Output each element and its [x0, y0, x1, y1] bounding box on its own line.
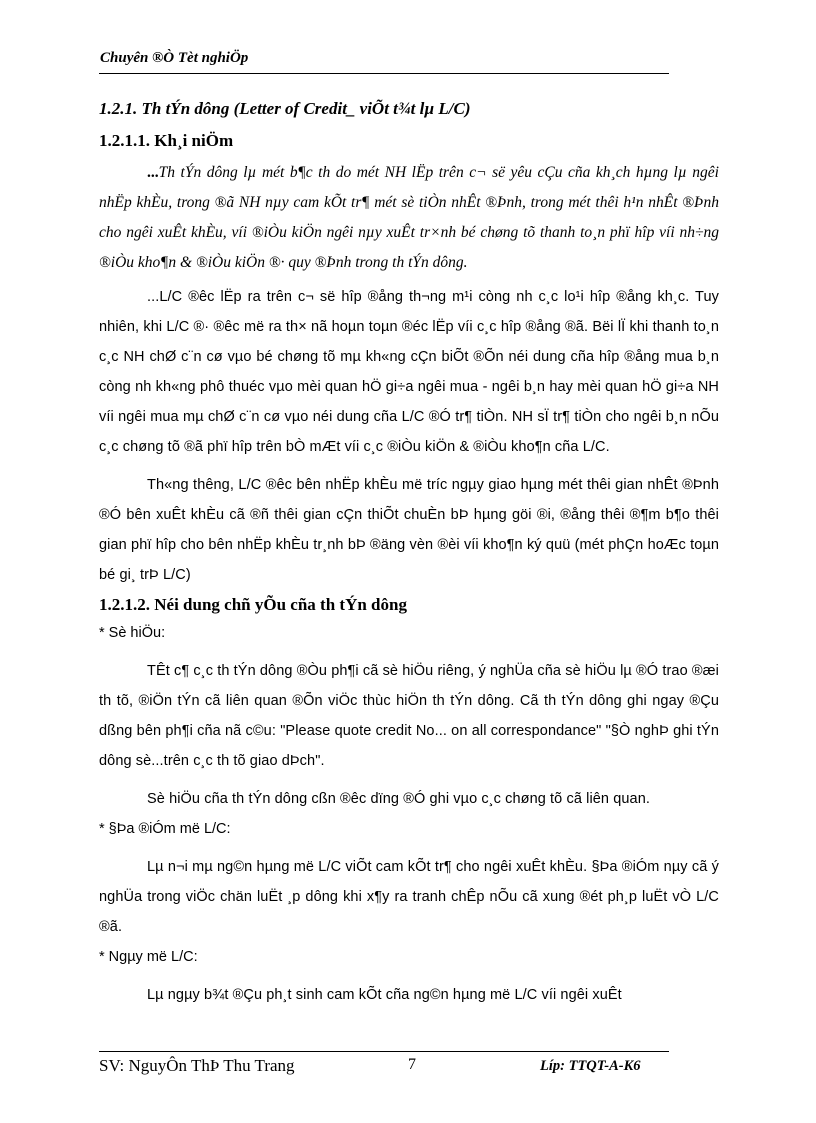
footer-class: Líp: TTQT-A-K6: [540, 1058, 641, 1074]
item-label-number: * Sè hiÖu:: [99, 625, 166, 641]
body-paragraph: Sè hiÖu cña th tÝn dông cßn ®êc dïng ®Ó ghi vµo c¸c chøng tõ cã liên quan.: [147, 791, 651, 807]
page-body: [99, 96, 719, 1010]
subsection-heading-definition: 1.2.1.1. Kh¸i niÖm: [99, 131, 234, 150]
page-number: 7: [408, 1056, 416, 1073]
body-paragraph: TÊt c¶ c¸c th tÝn dông ®Òu ph¶i cã sè hiÖu riêng, ý nghÜa cña sè hiÖu lµ ®Ó trao ®æi th tõ, ®iÖn tÝn cã liên quan ®Õn viÖc thùc hiÖn th tÝn dông. Cã th tÝn dông ghi ngay ®Çu dßng bên ph¶i cña nã c©u: "Please quote credit No... on all correspondance" "§Ò nghÞ ghi tÝn dông sè...trên c¸c th tõ giao dÞch".: [99, 663, 719, 769]
section-heading: 1.2.1. Th tÝn dông (Letter of Credit_ viÕt t¾t lµ L/C): [99, 99, 471, 118]
definition-paragraph: [99, 158, 719, 278]
subsection-heading-content: 1.2.1.2. Néi dung chñ yÕu cña th tÝn dông: [99, 595, 407, 614]
running-header: Chuyên ®Ò Tèt nghiÖp: [100, 50, 249, 66]
footer-student-name: SV: NguyÔn ThÞ Thu Trang: [99, 1056, 295, 1075]
body-paragraph: Lµ n¬i mµ ng©n hµng më L/C viÕt cam kÕt tr¶ cho ngêi xuÊt khÈu. §Þa ®iÓm nµy cã ý nghÜa trong viÖc chän luËt ¸p dông khi x¶y ra tranh chÊp nÕu cã xung ®ét ph¸p luËt vÒ L/C ®ã.: [99, 859, 719, 935]
item-label-date: * Ngµy më L/C:: [99, 949, 198, 965]
body-paragraph: Th«ng thêng, L/C ®êc bên nhËp khÈu më tríc ngµy giao hµng mét thêi gian nhÊt ®Þnh ®Ó bên xuÊt khÈu cã ®ñ thêi gian cÇn thiÕt chuÈn bÞ hµng göi ®i, ®ång thêi ®¶m b¶o thêi gian phï hîp cho bên nhËp khÈu tr¸nh bÞ ®äng vèn ®èi víi kho¶n ký quü (mét phÇn hoÆc toµn bé gi¸ trÞ L/C): [99, 477, 719, 583]
definition-lead: ...: [147, 164, 159, 181]
definition-text: Th tÝn dông lµ mét b¶c th do mét NH lËp trên c¬ së yêu cÇu cña kh¸ch hµng lµ ngêi nhËp khÈu, trong ®ã NH nµy cam kÕt tr¶ mét sè tiÒn nhÊt ®Þnh, trong mét thêi h¹n nhÊt ®Þnh cho ngêi xuÊt khÈu, víi ®iÒu kiÖn ngêi nµy xuÊt tr×nh bé chøng tõ thanh to¸n phï hîp víi nh÷ng ®iÒu kho¶n & ®iÒu kiÖn ®· quy ®Þnh trong th tÝn dông.: [99, 164, 719, 271]
body-paragraph: Lµ ngµy b¾t ®Çu ph¸t sinh cam kÕt cña ng©n hµng më L/C víi ngêi xuÊt: [147, 987, 622, 1003]
footer-rule: [99, 1051, 669, 1052]
header-rule: [99, 73, 669, 74]
item-label-location: * §Þa ®iÓm më L/C:: [99, 821, 231, 837]
body-paragraph: ...L/C ®êc lËp ra trên c¬ së hîp ®ång th¬ng m¹i còng nh c¸c lo¹i hîp ®ång kh¸c. Tuy nhiên, khi L/C ®· ®êc më ra th× nã hoµn toµn ®éc lËp víi c¸c hîp ®ång ®ã. Bëi lÏ khi thanh to¸n c¸c NH chØ c¨n cø vµo bé chøng tõ mµ kh«ng cÇn biÕt ®Õn néi dung cña hîp ®ång mua b¸n còng nh kh«ng phô thuéc vµo mèi quan hÖ gi÷a ngêi mua - ngêi b¸n hay mèi quan hÖ gi÷a NH víi ngêi mua mµ chØ c¨n cø vµo néi dung cña L/C ®Ó tr¶ tiÒn. NH sÏ tr¶ tiÒn cho ngêi b¸n nÕu c¸c chøng tõ ®ã phï hîp trên bÒ mÆt víi c¸c ®iÒu kiÖn & ®iÒu kho¶n cña L/C.: [99, 289, 719, 455]
